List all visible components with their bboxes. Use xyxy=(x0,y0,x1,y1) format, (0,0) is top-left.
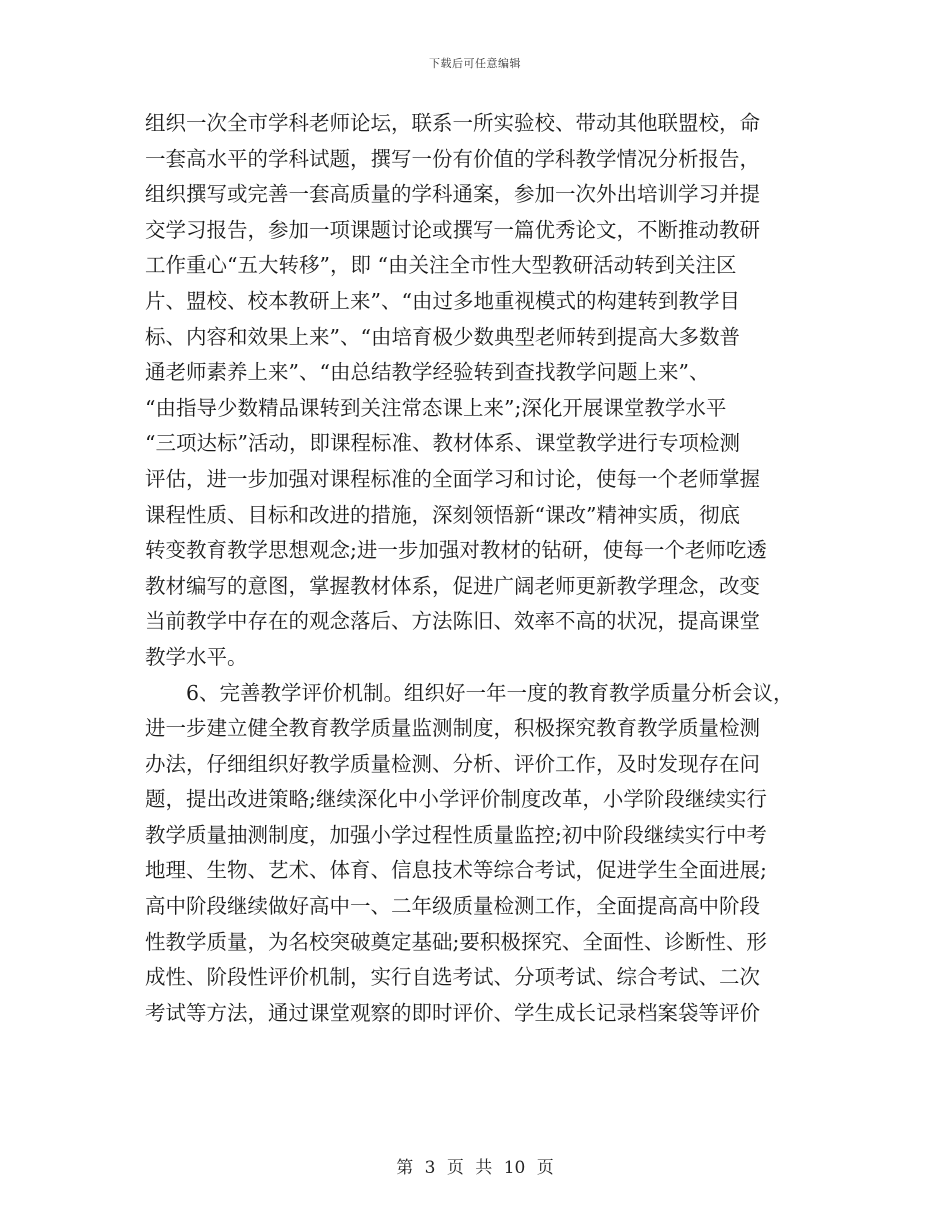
text-line: 工作重心“五大转移”，即 “由关注全市性大型教研活动转到关注区 xyxy=(145,253,737,278)
text-line: 办法，仔细组织好教学质量检测、分析、评价工作，及时发现存在问 xyxy=(145,751,760,776)
body-text xyxy=(145,106,825,1031)
text-line: 题，提出改进策略;继续深化中小学评价制度改革，小学阶段继续实行 xyxy=(145,787,767,812)
text-line: 当前教学中存在的观念落后、方法陈旧、效率不高的状况，提高课堂 xyxy=(145,609,760,634)
text-line: 教学水平。 xyxy=(145,644,248,669)
text-line: 组织撰写或完善一套高质量的学科通案，参加一次外出培训学习并提 xyxy=(145,182,760,207)
text-line: 标、内容和效果上来”、“由培育极少数典型老师转到提高大多数普 xyxy=(145,324,740,349)
text-line: 通老师素养上来”、“由总结教学经验转到查找教学问题上来”、 xyxy=(145,360,710,385)
text-line: 交学习报告，参加一项课题讨论或撰写一篇优秀论文，不断推动教研 xyxy=(145,217,760,242)
text-line: “三项达标”活动，即课程标准、教材体系、课堂教学进行专项检测 xyxy=(145,431,740,456)
page-number: 第 3 页 共 10 页 xyxy=(396,1158,554,1178)
text-line: 考试等方法，通过课堂观察的即时评价、学生成长记录档案袋等评价 xyxy=(145,1000,760,1025)
text-line: 教材编写的意图，掌握教材体系，促进广阔老师更新教学理念，改变 xyxy=(145,573,760,598)
text-line: 高中阶段继续做好高中一、二年级质量检测工作，全面提高高中阶段 xyxy=(145,894,760,919)
text-line: 教学质量抽测制度，加强小学过程性质量监控;初中阶段继续实行中考 xyxy=(145,822,767,847)
paragraph-start-line: 6、完善教学评价机制。组织好一年一度的教育教学质量分析会议， xyxy=(186,680,794,705)
text-line: 成性、阶段性评价机制，实行自选考试、分项考试、综合考试、二次 xyxy=(145,965,760,990)
text-line: 地理、生物、艺术、体育、信息技术等综合考试，促进学生全面进展; xyxy=(145,858,767,883)
text-line: 片、盟校、校本教研上来”、“由过多地重视模式的构建转到教学目 xyxy=(145,288,740,313)
text-line: 课程性质、目标和改进的措施，深刻领悟新“课改”精神实质，彻底 xyxy=(145,502,740,527)
text-line: 组织一次全市学科老师论坛，联系一所实验校、带动其他联盟校，命 xyxy=(145,111,760,135)
text-line: 性教学质量，为名校突破奠定基础;要积极探究、全面性、诊断性、形 xyxy=(145,929,767,954)
text-line: “由指导少数精品课转到关注常态课上来”;深化开展课堂教学水平 xyxy=(145,395,727,420)
text-line: 进一步建立健全教育教学质量监测制度，积极探究教育教学质量检测 xyxy=(145,716,760,741)
text-line: 一套高水平的学科试题，撰写一份有价值的学科教学情况分析报告， xyxy=(145,146,760,171)
header-note: 下载后可任意编辑 xyxy=(429,57,521,70)
text-line: 转变教育教学思想观念;进一步加强对教材的钻研，使每一个老师吃透 xyxy=(145,538,767,563)
text-line: 评估，进一步加强对课程标准的全面学习和讨论，使每一个老师掌握 xyxy=(145,466,760,491)
